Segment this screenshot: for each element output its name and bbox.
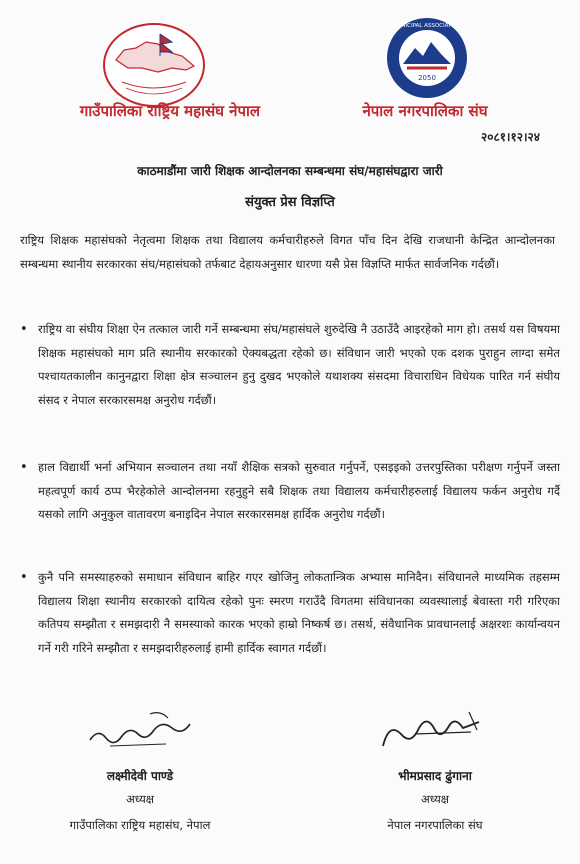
nepal-map-logo — [102, 22, 206, 108]
list-item-text: कुनै पनि समस्याहरुको समाधान संविधान बाहिर गएर खोजिनु लोकतान्त्रिक अभ्यास मानिदैन। संविधानले माध्यमिक तहसम्म विद्यालय शिक्षा स्थानीय सरकारको दायित्व रहेको पुनः स्मरण गराउँदै विगतमा संविधानका व्यवस्थालाई बेवास्ता गरी गरिएका कतिपय सम्झौता र समझदारी नै समस्याको कारक भएको हाम्रो निष्कर्ष छ। तसर्थ, संवैधानिक प्रावधानलाई अक्षरशः कार्यान्वयन गर्ने गरी गरिने सम्झौता र समझदारीहरुलाई हामी हार्दिक स्वागत गर्दछौं। — [38, 570, 560, 655]
signature-block-left — [35, 700, 245, 850]
headline: काठमाडौंमा जारी शिक्षक आन्दोलनका सम्बन्धमा संघ/महासंघद्वारा जारी — [137, 164, 443, 178]
bullet-icon: • — [20, 460, 28, 475]
svg-text:MUNICIPAL ASSOCIATION: MUNICIPAL ASSOCIATION — [392, 23, 462, 29]
signatory-org: नेपाल नगरपालिका संघ — [387, 818, 483, 832]
municipal-association-seal — [385, 16, 469, 100]
list-item — [20, 318, 560, 412]
right-org-name: नेपाल नगरपालिका संघ — [362, 102, 488, 120]
list-item — [20, 566, 560, 660]
release-date: २०८१।१२।२४ — [480, 130, 540, 144]
press-release-title: संयुक्त प्रेस विज्ञप्ति — [245, 195, 335, 210]
svg-text:2050: 2050 — [418, 74, 436, 82]
intro-paragraph: राष्ट्रिय शिक्षक महासंघको नेतृत्वमा शिक्षक तथा विद्यालय कर्मचारीहरुले विगत पाँच दिन देखि राजधानी केन्द्रित आन्दोलनका सम्बन्धमा स्थानीय सरकारका संघ/महासंघको तर्फबाट देहायअनुसार धारणा यसै प्रेस विज्ञप्ति मार्फत सार्वजनिक गर्दछौं। — [20, 233, 555, 271]
list-item — [20, 456, 560, 527]
signatory-name: भीमप्रसाद ढुंगाना — [398, 769, 472, 783]
list-item-text: राष्ट्रिय वा संघीय शिक्षा ऐन तत्काल जारी गर्ने सम्बन्धमा संघ/महासंघले शुरुदेखि नै उठाउँदै आइरहेको माग हो। तसर्थ यस विषयमा शिक्षक महासंघको माग प्रति स्थानीय सरकारको ऐक्यबद्धता रहेको छ। संविधान जारी भएको एक दशक पुराहुन लाग्दा समेत पश्चायतकालीन कानुनद्वारा शिक्षा क्षेत्र सञ्चालन हुनु दुखद भएकोले यथाशक्य संसदमा विचाराधिन विधेयक पारित गर्न संघीय संसद र नेपाल सरकारसमक्ष अनुरोध गर्दछौं। — [38, 322, 560, 407]
signatory-title: अध्यक्ष — [420, 792, 450, 806]
bullet-icon: • — [20, 322, 28, 337]
left-org-name: गाउँपालिका राष्ट्रिय महासंघ नेपाल — [79, 102, 261, 120]
list-item-text: हाल विद्यार्थी भर्ना अभियान सञ्चालन तथा नयाँ शैक्षिक सत्रको सुरुवात गर्नुपर्ने, एसइइको उत्तरपुस्तिका परीक्षण गर्नुपर्ने जस्ता महत्वपूर्ण कार्य ठप्प भैरहेकोले आन्दोलनमा रहनुहुने सबै शिक्षक तथा विद्यालय कर्मचारीहरुलाई विद्यालय फर्कन अनुरोध गर्दै यसको लागि अनुकुल वातावरण बनाइदिन नेपाल सरकारसमक्ष हार्दिक अनुरोध गर्दछौं। — [38, 460, 560, 521]
bullet-icon: • — [20, 570, 28, 585]
signatory-name: लक्ष्मीदेवी पाण्डे — [106, 769, 174, 783]
signature-right-image — [375, 700, 495, 760]
signatory-org: गाउँपालिका राष्ट्रिय महासंघ, नेपाल — [69, 818, 211, 832]
signature-block-right — [330, 700, 540, 850]
signature-left-image — [80, 700, 200, 760]
signatory-title: अध्यक्ष — [125, 792, 155, 806]
